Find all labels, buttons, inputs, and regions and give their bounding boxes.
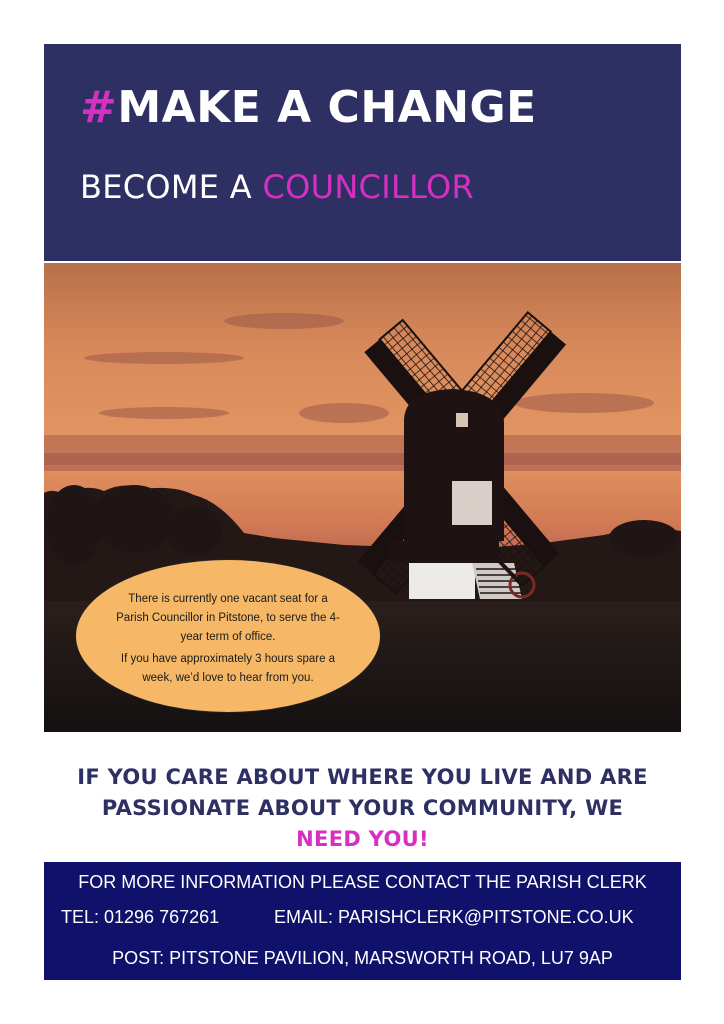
subheadline-prefix: BECOME A: [80, 168, 263, 206]
headline-text: MAKE A CHANGE: [117, 82, 537, 133]
contact-telephone: TEL: 01296 767261: [61, 907, 220, 927]
callout-vacancy-text: There is currently one vacant seat for a Parish Councillor in Pitstone, to serve the 4-year term of office.: [116, 593, 340, 643]
cta-line-3: NEED YOU!: [296, 827, 429, 851]
contact-email: EMAIL: PARISHCLERK@PITSTONE.CO.UK: [274, 907, 634, 927]
call-to-action: [44, 762, 681, 855]
subheadline-accent: COUNCILLOR: [262, 168, 475, 206]
callout-time-text: If you have approximately 3 hours spare a week, we’d love to hear from you.: [120, 653, 336, 684]
contact-banner: [44, 862, 681, 980]
cta-line-2: PASSIONATE ABOUT YOUR COMMUNITY, WE: [101, 796, 624, 820]
contact-heading: FOR MORE INFORMATION PLEASE CONTACT THE PARISH CLERK: [78, 872, 647, 892]
cta-line-1: IF YOU CARE ABOUT WHERE YOU LIVE AND ARE: [77, 765, 648, 789]
header-banner: [44, 44, 681, 261]
info-callout-bubble: [75, 559, 381, 713]
headline: [80, 82, 537, 133]
contact-postal-address: POST: PITSTONE PAVILION, MARSWORTH ROAD, LU7 9AP: [112, 948, 613, 968]
subheadline: [80, 168, 474, 206]
headline-hash: #: [80, 82, 118, 133]
